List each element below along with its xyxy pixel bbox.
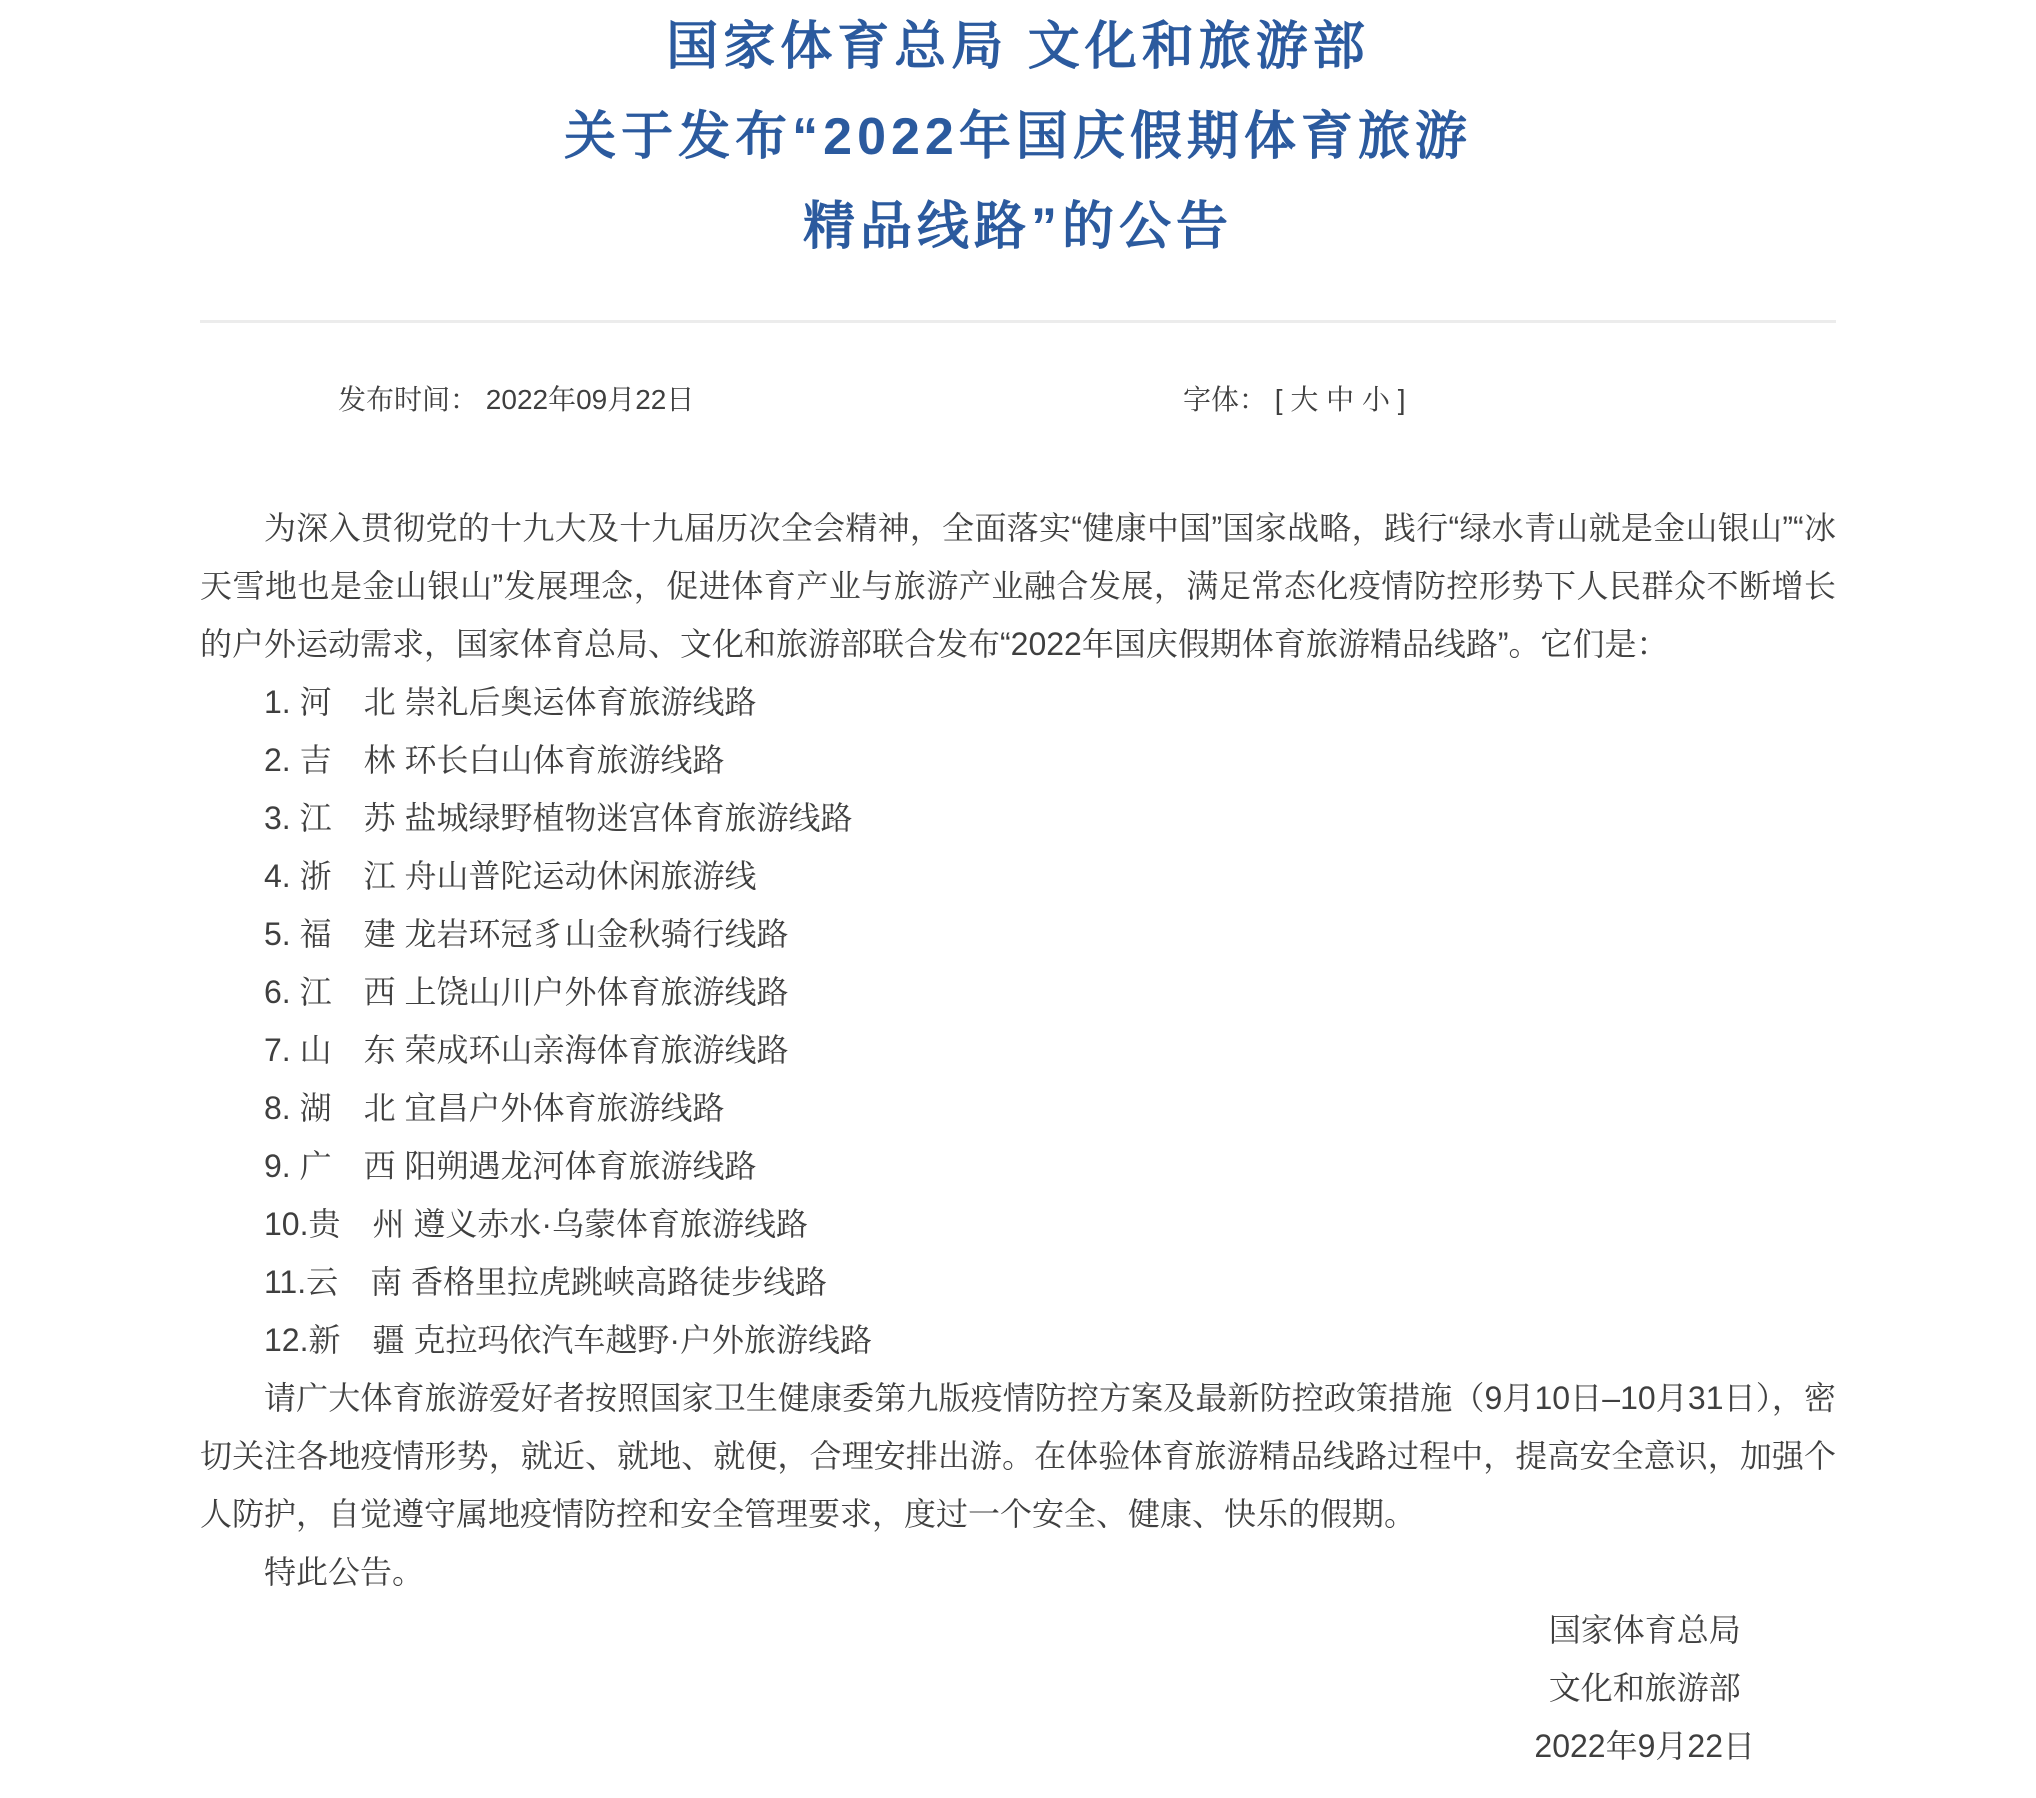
signature-date: 2022年9月22日	[1534, 1728, 1755, 1764]
title-line-2: 关于发布“2022年国庆假期体育旅游	[564, 108, 1472, 166]
route-item-5: 5. 福 建 龙岩环冠豸山金秋骑行线路	[264, 916, 789, 952]
route-item-8: 8. 湖 北 宜昌户外体育旅游线路	[264, 1090, 725, 1126]
title-line-3: 精品线路”的公告	[802, 198, 1233, 256]
divider	[200, 320, 1836, 323]
outro-paragraph: 请广大体育旅游爱好者按照国家卫生健康委第九版疫情防控方案及最新防控政策措施（9月10日–10月31日），密切关注各地疫情形势，就近、就地、就便，合理安排出游。在体验体育旅游精品线路过程中，提高安全意识，加强个人防护，自觉遵守属地疫情防控和安全管理要求，度过一个安全、健康、快乐的假期。	[200, 1380, 1836, 1532]
font-size-switcher	[1183, 380, 1406, 420]
route-list	[200, 673, 1836, 1369]
signature-org-2: 文化和旅游部	[1548, 1670, 1741, 1706]
signature-block	[1534, 1601, 1755, 1775]
font-size-bracket-close: ]	[1397, 384, 1406, 415]
route-item-10: 10.贵 州 遵义赤水·乌蒙体育旅游线路	[264, 1206, 809, 1242]
font-size-label: 字体：	[1183, 384, 1268, 415]
publish-time-label: 发布时间：	[338, 384, 479, 415]
route-item-3: 3. 江 苏 盐城绿野植物迷宫体育旅游线路	[264, 800, 853, 836]
page-title	[0, 0, 2036, 272]
route-item-1: 1. 河 北 崇礼后奥运体育旅游线路	[264, 684, 757, 720]
publish-time-value: 2022年09月22日	[485, 384, 695, 415]
route-item-7: 7. 山 东 荣成环山亲海体育旅游线路	[264, 1032, 789, 1068]
font-size-large-button[interactable]: 大	[1290, 384, 1319, 415]
font-size-bracket-open: [	[1274, 384, 1283, 415]
notice-line: 特此公告。	[264, 1554, 425, 1590]
route-item-6: 6. 江 西 上饶山川户外体育旅游线路	[264, 974, 789, 1010]
signature-org-1: 国家体育总局	[1548, 1612, 1741, 1648]
meta-row	[0, 380, 2036, 420]
publish-time	[338, 380, 694, 420]
route-item-4: 4. 浙 江 舟山普陀运动休闲旅游线	[264, 858, 757, 894]
announcement-body	[0, 499, 2036, 1775]
route-item-9: 9. 广 西 阳朔遇龙河体育旅游线路	[264, 1148, 757, 1184]
intro-paragraph: 为深入贯彻党的十九大及十九届历次全会精神，全面落实“健康中国”国家战略，践行“绿水青山就是金山银山”“冰天雪地也是金山银山”发展理念，促进体育产业与旅游产业融合发展，满足常态化疫情防控形势下人民群众不断增长的户外运动需求，国家体育总局、文化和旅游部联合发布“2022年国庆假期体育旅游精品线路”。它们是：	[200, 510, 1836, 662]
route-item-11: 11.云 南 香格里拉虎跳峡高路徒步线路	[264, 1264, 828, 1300]
route-item-2: 2. 吉 林 环长白山体育旅游线路	[264, 742, 725, 778]
route-item-12: 12.新 疆 克拉玛依汽车越野·户外旅游线路	[264, 1322, 873, 1358]
font-size-medium-button[interactable]: 中	[1326, 384, 1355, 415]
title-line-1: 国家体育总局 文化和旅游部	[666, 18, 1370, 76]
font-size-small-button[interactable]: 小	[1361, 384, 1390, 415]
